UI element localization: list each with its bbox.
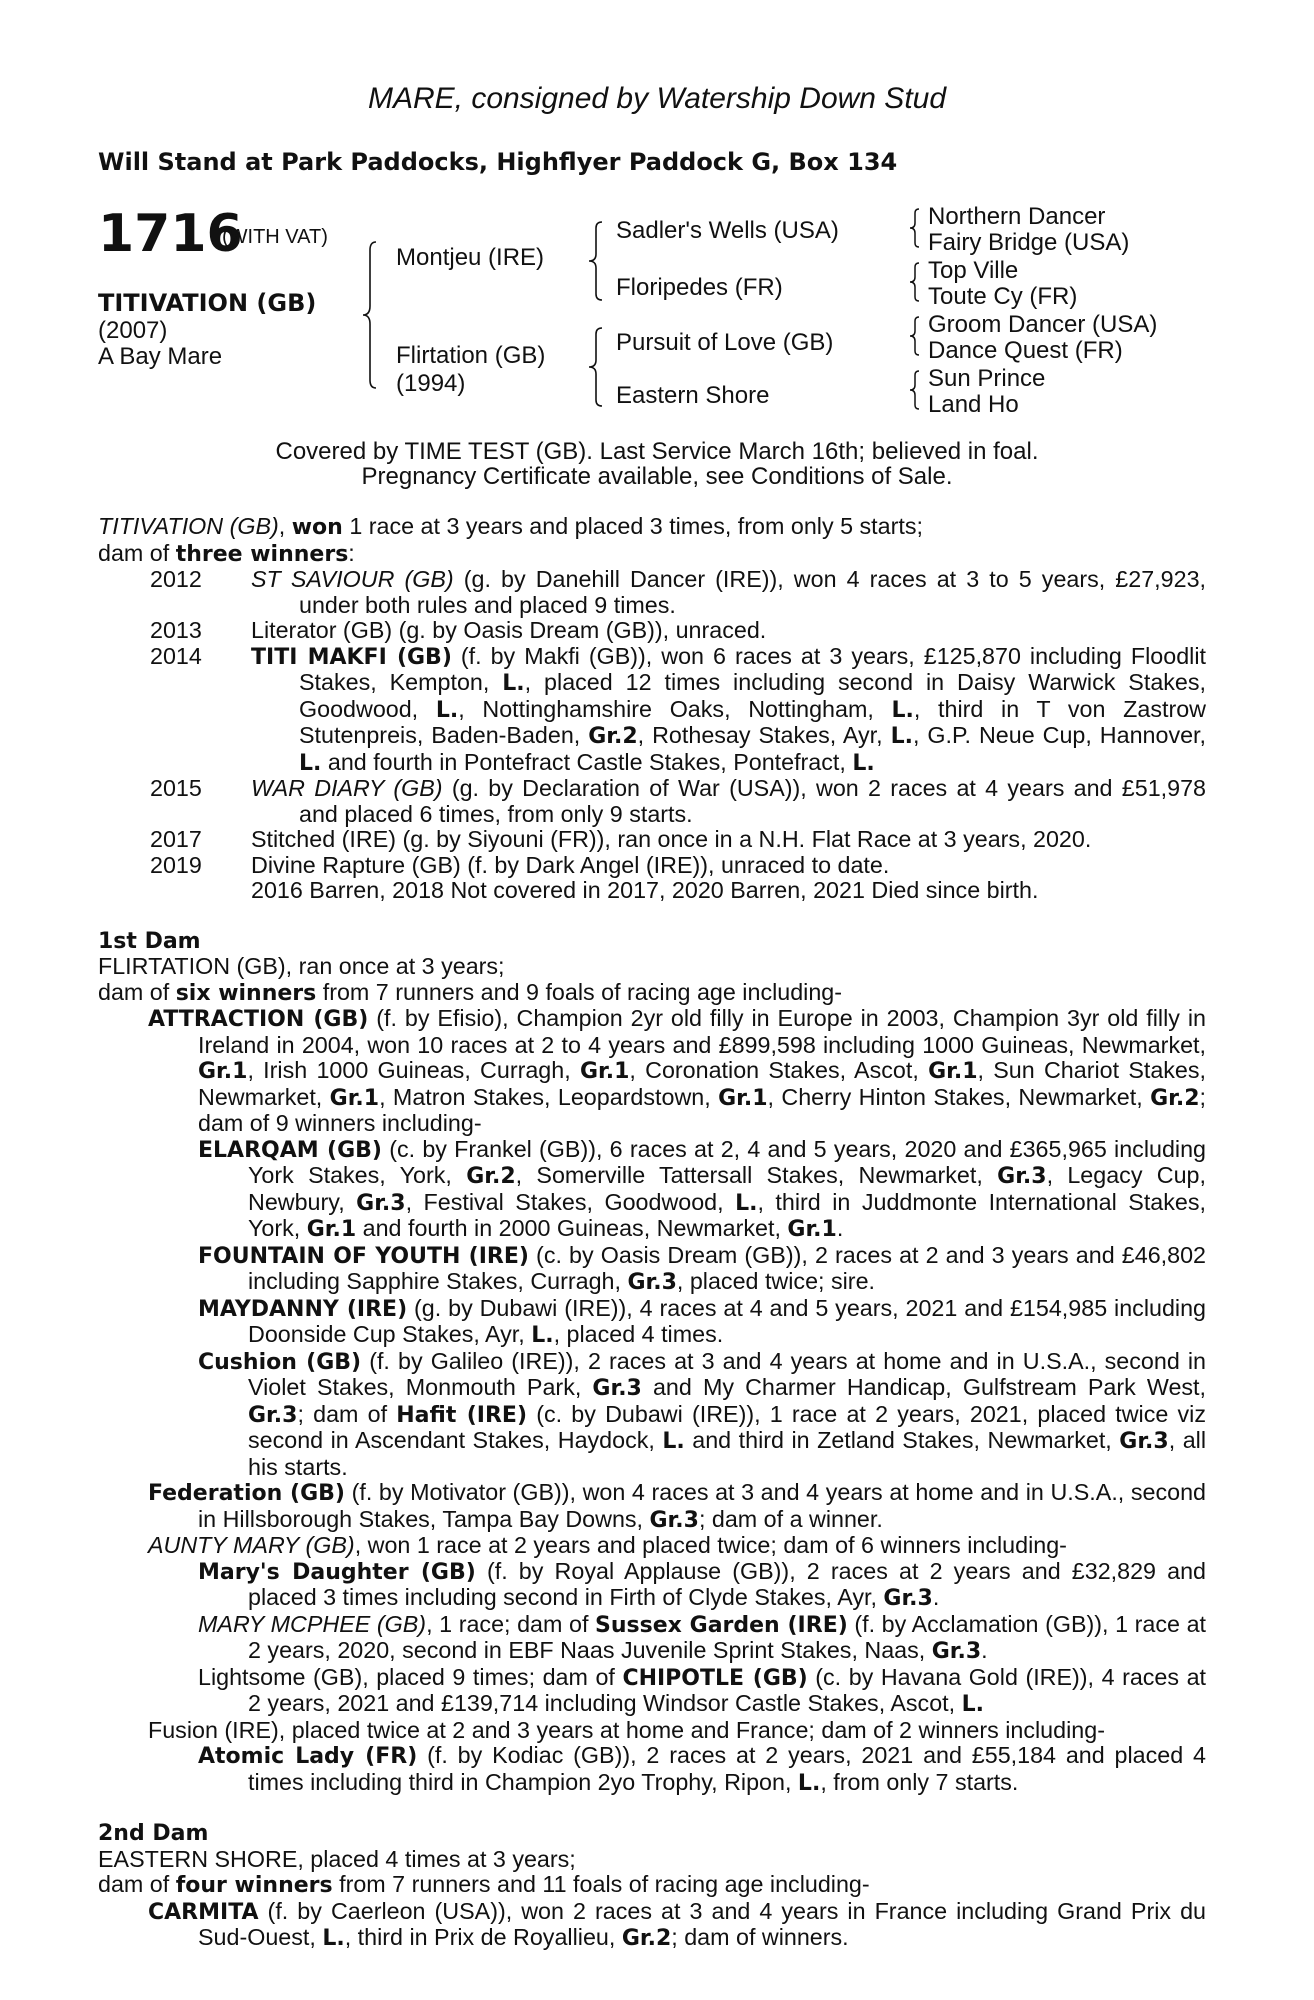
produce-row: 2014 TITI MAKFI (GB) (f. by Makfi (GB)), won 6 races at 3 years, £125,870 including Floodlit Stakes, Kempton, L., placed 12 times including second in Daisy Warwick Stakes, Goodwood, L., Nottinghamshire Oaks, Nottingham, L., third in T von Zastrow Stutenpreis, Baden-Baden, Gr.2, Rothesay Stakes, Ayr, L., G.P. Neue Cup, Hannover, L. and fourth in Pontefract Castle Stakes, Pontefract, L. (98, 644, 1206, 777)
entry-marys-daughter: Mary's Daughter (GB) (f. by Royal Applause (GB)), 2 races at 2 years and £32,829 and placed 3 times including second in Firth of Clyde Stakes, Ayr, Gr.3. (198, 1557, 1207, 1611)
produce-year: 2017 (150, 826, 202, 852)
produce-row: 2015 WAR DIARY (GB) (g. by Declaration of War (USA)), won 2 races at 4 years and £51,978 and placed 6 times, from only 9 starts. (98, 776, 1206, 827)
horse-description: A Bay Mare (98, 343, 223, 370)
entry-mary-mcphee: MARY MCPHEE (GB), 1 race; dam of Sussex Garden (IRE) (f. by Acclamation (GB)), 1 race at 2 years, 2020, second in EBF Naas Juvenile Sprint Stakes, Naas, Gr.3. (198, 1610, 1206, 1664)
produce-name: WAR DIARY (GB) (251, 775, 443, 801)
pedigree-brace-g2 (906, 261, 922, 303)
covered-line-2: Pregnancy Certificate available, see Conditions of Sale. (361, 463, 953, 490)
produce-summary: dam of three winners: (98, 539, 355, 567)
entry-atomic-lady: Atomic Lady (FR) (f. by Kodiac (GB)), 2 races at 2 years, 2021 and £55,184 and placed 4 times including third in Champion 2yo Trophy, Ripon, L., from only 7 starts. (198, 1742, 1206, 1796)
produce-name: TITI MAKFI (GB) (251, 644, 452, 670)
produce-year: 2013 (150, 617, 202, 643)
pedigree-g2: Fairy Bridge (USA) (928, 229, 1130, 256)
produce-year: 2012 (150, 566, 202, 592)
won-label: won (291, 515, 343, 540)
pedigree-g4: Toute Cy (FR) (928, 283, 1078, 310)
entry-elarqam: ELARQAM (GB) (c. by Frankel (GB)), 6 races at 2, 4 and 5 years, 2020 and £365,965 including York Stakes, York, Gr.2, Somerville Tattersall Stakes, Newmarket, Gr.3, Legacy Cup, Newbury, Gr.3, Festival Stakes, Goodwood, L., third in Juddmonte International Stakes, York, Gr.1 and fourth in 2000 Guineas, Newmarket, Gr.1. (198, 1135, 1206, 1242)
pedigree-dam-dam: Eastern Shore (616, 382, 770, 409)
pedigree-brace-g4 (906, 369, 922, 411)
pedigree-g5: Groom Dancer (USA) (928, 311, 1158, 338)
produce-year: 2014 (150, 642, 202, 669)
dam-name: TITIVATION (GB) (98, 513, 279, 539)
second-dam-heading: 2nd Dam (98, 1821, 209, 1846)
entry-aunty-mary: AUNTY MARY (GB), won 1 race at 2 years and placed twice; dam of 6 winners including- (148, 1532, 1067, 1558)
produce-year (98, 878, 251, 904)
lot-number: 1716 (98, 204, 243, 264)
horse-name: TITIVATION (GB) (98, 289, 317, 317)
produce-row: 2016 Barren, 2018 Not covered in 2017, 2020 Barren, 2021 Died since birth. (98, 878, 1206, 904)
pedigree-sire-dam: Floripedes (FR) (616, 274, 783, 301)
consignment-line: MARE, consigned by Watership Down Stud (367, 82, 947, 115)
pedigree-dam-sire: Pursuit of Love (GB) (616, 329, 834, 356)
produce-row: 2019 Divine Rapture (GB) (f. by Dark Angel (IRE)), unraced to date. (98, 853, 1206, 879)
catalogue-body (98, 514, 1206, 1952)
pedigree-g3: Top Ville (928, 257, 1019, 284)
pedigree-g7: Sun Prince (928, 365, 1046, 392)
horse-year: (2007) (98, 317, 168, 344)
winners-count: three winners (175, 541, 349, 567)
first-dam-summary: dam of six winners from 7 runners and 9 foals of racing age including- (98, 978, 843, 1006)
entry-attraction: ATTRACTION (GB) (f. by Efisio), Champion 2yr old filly in Europe in 2003, Champion 3yr old filly in Ireland in 2004, won 10 races at 2 to 4 years and £899,598 including 1000 Guineas, Newmarket, Gr.1, Irish 1000 Guineas, Curragh, Gr.1, Coronation Stakes, Ascot, Gr.1, Sun Chariot Stakes, Newmarket, Gr.1, Matron Stakes, Leopardstown, Gr.1, Cherry Hinton Stakes, Newmarket, Gr.2; dam of 9 winners including- (148, 1005, 1207, 1136)
entry-cushion: Cushion (GB) (f. by Galileo (IRE)), 2 races at 3 and 4 years at home and in U.S.A., second in Violet Stakes, Monmouth Park, Gr.3 and My Charmer Handicap, Gulfstream Park West, Gr.3; dam of Hafit (IRE) (c. by Dubawi (IRE)), 1 race at 2 years, 2021, placed twice viz second in Ascendant Stakes, Haydock, L. and third in Zetland Stakes, Newmarket, Gr.3, all his starts. (198, 1347, 1207, 1480)
stand-location: Will Stand at Park Paddocks, Highflyer Paddock G, Box 134 (98, 148, 898, 176)
produce-row: 2017 Stitched (IRE) (g. by Siyouni (FR)), ran once in a N.H. Flat Race at 3 years, 2020. (98, 827, 1206, 853)
pedigree-brace-sire (586, 220, 608, 302)
pedigree-g1: Northern Dancer (928, 203, 1106, 230)
produce-row: 2012 ST SAVIOUR (GB) (g. by Danehill Dancer (IRE)), won 4 races at 3 to 5 years, £27,923, under both rules and placed 9 times. (98, 567, 1206, 618)
pedigree-brace-main (360, 240, 382, 390)
pedigree-dam-year: (1994) (396, 370, 466, 397)
entry-lightsome: Lightsome (GB), placed 9 times; dam of CHIPOTLE (GB) (c. by Havana Gold (IRE)), 4 races at 2 years, 2021 and £139,714 including Windsor Castle Stakes, Ascot, L. (198, 1663, 1207, 1717)
produce-intro: TITIVATION (GB), won 1 race at 3 years and placed 3 times, from only 5 starts; (98, 513, 923, 540)
first-dam-line: FLIRTATION (GB), ran once at 3 years; (98, 953, 505, 979)
pedigree-g6: Dance Quest (FR) (928, 337, 1123, 364)
second-dam-summary: dam of four winners from 7 runners and 11 foals of racing age including- (98, 1871, 870, 1898)
entry-fusion: Fusion (IRE), placed twice at 2 and 3 years at home and France; dam of 2 winners including- (148, 1716, 1105, 1743)
entry-carmita: CARMITA (f. by Caerleon (USA)), won 2 races at 3 and 4 years in France including Grand Prix du Sud-Ouest, L., third in Prix de Royallieu, Gr.2; dam of winners. (148, 1897, 1206, 1951)
entry-federation: Federation (GB) (f. by Motivator (GB)), won 4 races at 3 and 4 years at home and in U.S.A., second in Hillsborough Stakes, Tampa Bay Downs, Gr.3; dam of a winner. (148, 1479, 1206, 1533)
produce-name: ST SAVIOUR (GB) (251, 566, 454, 592)
pedigree-brace-g3 (906, 315, 922, 357)
produce-year: 2019 (150, 851, 202, 878)
produce-row: 2013 Literator (GB) (g. by Oasis Dream (GB)), unraced. (98, 618, 1206, 644)
pedigree-brace-g1 (906, 207, 922, 249)
entry-maydanny: MAYDANNY (IRE) (g. by Dubawi (IRE)), 4 races at 4 and 5 years, 2021 and £154,985 including Doonside Cup Stakes, Ayr, L., placed 4 times. (198, 1294, 1207, 1348)
vat-note: (WITH VAT) (222, 226, 328, 248)
pedigree-sire: Montjeu (IRE) (396, 244, 545, 271)
entry-fountain-of-youth: FOUNTAIN OF YOUTH (IRE) (c. by Oasis Dream (GB)), 2 races at 2 and 3 years and £46,802 including Sapphire Stakes, Curragh, Gr.3, placed twice; sire. (198, 1241, 1206, 1295)
pedigree-brace-dam (586, 326, 608, 408)
first-dam-heading: 1st Dam (98, 928, 201, 954)
covered-line-1: Covered by TIME TEST (GB). Last Service March 16th; believed in foal. (275, 438, 1039, 465)
pedigree-dam: Flirtation (GB) (396, 342, 546, 369)
produce-year: 2015 (150, 775, 202, 801)
pedigree-sire-sire: Sadler's Wells (USA) (616, 217, 839, 244)
pedigree-g8: Land Ho (928, 391, 1019, 418)
second-dam-line: EASTERN SHORE, placed 4 times at 3 years; (98, 1845, 576, 1872)
